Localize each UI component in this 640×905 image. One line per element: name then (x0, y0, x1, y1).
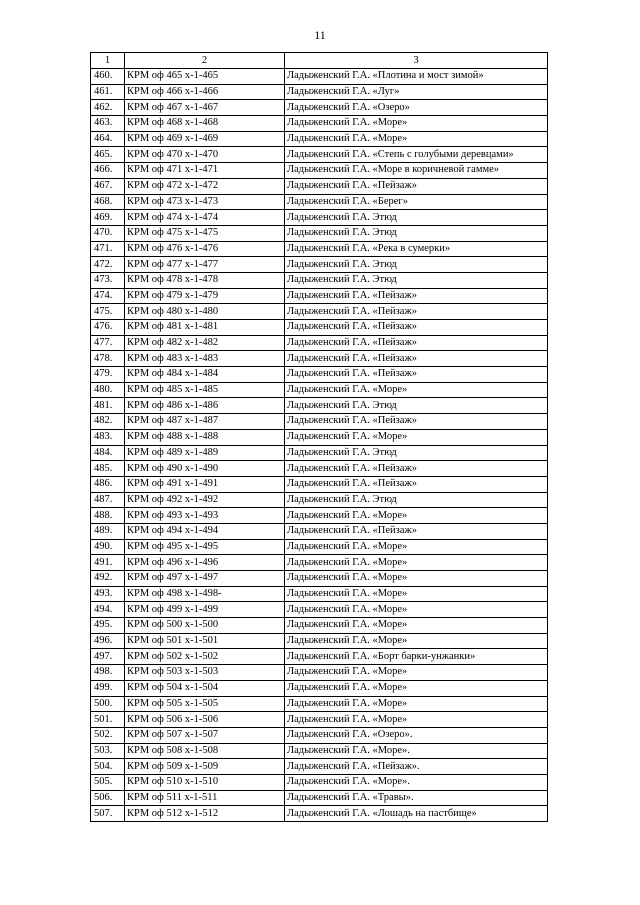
table-row (91, 712, 548, 728)
cell-number: 502. (91, 727, 125, 743)
cell-code: КРМ оф 484 х-1-484 (125, 367, 285, 383)
cell-number: 463. (91, 116, 125, 132)
table-row (91, 100, 548, 116)
cell-number: 479. (91, 367, 125, 383)
cell-code: КРМ оф 476 х-1-476 (125, 241, 285, 257)
cell-number: 482. (91, 414, 125, 430)
cell-description: Ладыженский Г.А. «Борт барки-унжанки» (285, 649, 548, 665)
cell-code: КРМ оф 485 х-1-485 (125, 382, 285, 398)
cell-description: Ладыженский Г.А. «Море» (285, 680, 548, 696)
cell-code: КРМ оф 501 х-1-501 (125, 633, 285, 649)
cell-code: КРМ оф 472 х-1-472 (125, 178, 285, 194)
cell-number: 476. (91, 320, 125, 336)
table-row (91, 633, 548, 649)
table-row (91, 131, 548, 147)
cell-number: 461. (91, 84, 125, 100)
cell-number: 471. (91, 241, 125, 257)
cell-description: Ладыженский Г.А. «Море» (285, 382, 548, 398)
cell-description: Ладыженский Г.А. Этюд (285, 398, 548, 414)
cell-code: КРМ оф 488 х-1-488 (125, 429, 285, 445)
cell-code: КРМ оф 493 х-1-493 (125, 508, 285, 524)
table-row (91, 241, 548, 257)
cell-code: КРМ оф 480 х-1-480 (125, 304, 285, 320)
cell-number: 480. (91, 382, 125, 398)
cell-number: 501. (91, 712, 125, 728)
table-row (91, 571, 548, 587)
cell-code: КРМ оф 499 х-1-499 (125, 602, 285, 618)
cell-description: Ладыженский Г.А. «Озеро» (285, 100, 548, 116)
cell-description: Ладыженский Г.А. «Море» (285, 712, 548, 728)
cell-code: КРМ оф 489 х-1-489 (125, 445, 285, 461)
cell-description: Ладыженский Г.А. Этюд (285, 210, 548, 226)
cell-description: Ладыженский Г.А. Этюд (285, 257, 548, 273)
table-row (91, 508, 548, 524)
cell-code: КРМ оф 482 х-1-482 (125, 335, 285, 351)
table-row (91, 163, 548, 179)
cell-code: КРМ оф 508 х-1-508 (125, 743, 285, 759)
cell-code: КРМ оф 497 х-1-497 (125, 571, 285, 587)
cell-description: Ладыженский Г.А. «Травы». (285, 790, 548, 806)
cell-description: Ладыженский Г.А. «Море». (285, 774, 548, 790)
cell-code: КРМ оф 478 х-1-478 (125, 272, 285, 288)
cell-number: 462. (91, 100, 125, 116)
table-row (91, 727, 548, 743)
table-row (91, 116, 548, 132)
cell-code: КРМ оф 479 х-1-479 (125, 288, 285, 304)
cell-description: Ладыженский Г.А. «Пейзаж» (285, 414, 548, 430)
table-row (91, 476, 548, 492)
cell-description: Ладыженский Г.А. «Река в сумерки» (285, 241, 548, 257)
table-row (91, 680, 548, 696)
cell-description: Ладыженский Г.А. «Пейзаж» (285, 320, 548, 336)
column-header-code: 2 (125, 53, 285, 69)
cell-code: КРМ оф 491 х-1-491 (125, 476, 285, 492)
cell-description: Ладыженский Г.А. «Пейзаж» (285, 351, 548, 367)
cell-description: Ладыженский Г.А. «Море» (285, 539, 548, 555)
cell-number: 490. (91, 539, 125, 555)
cell-number: 477. (91, 335, 125, 351)
cell-code: КРМ оф 509 х-1-509 (125, 759, 285, 775)
cell-description: Ладыженский Г.А. «Пейзаж». (285, 759, 548, 775)
table-row (91, 523, 548, 539)
cell-number: 488. (91, 508, 125, 524)
cell-code: КРМ оф 510 х-1-510 (125, 774, 285, 790)
table-row (91, 304, 548, 320)
table-row (91, 696, 548, 712)
cell-description: Ладыженский Г.А. «Берег» (285, 194, 548, 210)
table-row (91, 618, 548, 634)
cell-code: КРМ оф 475 х-1-475 (125, 225, 285, 241)
cell-description: Ладыженский Г.А. «Лошадь на пастбище» (285, 806, 548, 822)
cell-description: Ладыженский Г.А. «Море» (285, 586, 548, 602)
cell-description: Ладыженский Г.А. «Пейзаж» (285, 523, 548, 539)
cell-description: Ладыженский Г.А. «Пейзаж» (285, 304, 548, 320)
cell-number: 503. (91, 743, 125, 759)
table-row (91, 382, 548, 398)
cell-number: 469. (91, 210, 125, 226)
cell-code: КРМ оф 470 х-1-470 (125, 147, 285, 163)
table-row (91, 351, 548, 367)
table-row (91, 790, 548, 806)
inventory-table (90, 52, 548, 822)
cell-description: Ладыженский Г.А. «Море» (285, 508, 548, 524)
cell-code: КРМ оф 483 х-1-483 (125, 351, 285, 367)
cell-number: 497. (91, 649, 125, 665)
cell-number: 486. (91, 476, 125, 492)
cell-number: 475. (91, 304, 125, 320)
table-row (91, 320, 548, 336)
cell-code: КРМ оф 474 х-1-474 (125, 210, 285, 226)
cell-number: 466. (91, 163, 125, 179)
cell-number: 485. (91, 461, 125, 477)
table-row (91, 806, 548, 822)
cell-number: 507. (91, 806, 125, 822)
table-row (91, 84, 548, 100)
cell-number: 496. (91, 633, 125, 649)
table-row (91, 147, 548, 163)
cell-description: Ладыженский Г.А. «Море» (285, 602, 548, 618)
table-row (91, 445, 548, 461)
cell-description: Ладыженский Г.А. «Море» (285, 571, 548, 587)
cell-code: КРМ оф 506 х-1-506 (125, 712, 285, 728)
table-row (91, 602, 548, 618)
cell-number: 483. (91, 429, 125, 445)
page-number: 11 (314, 28, 326, 42)
table-row (91, 461, 548, 477)
cell-code: КРМ оф 495 х-1-495 (125, 539, 285, 555)
table-row (91, 288, 548, 304)
table-row (91, 555, 548, 571)
cell-code: КРМ оф 468 х-1-468 (125, 116, 285, 132)
cell-number: 465. (91, 147, 125, 163)
cell-code: КРМ оф 496 х-1-496 (125, 555, 285, 571)
cell-number: 489. (91, 523, 125, 539)
table-body (91, 69, 548, 822)
cell-description: Ладыженский Г.А. «Море» (285, 116, 548, 132)
cell-description: Ладыженский Г.А. «Море» (285, 696, 548, 712)
table-row (91, 665, 548, 681)
table-header-row (91, 53, 548, 69)
table-row (91, 257, 548, 273)
table-row (91, 492, 548, 508)
cell-code: КРМ оф 500 х-1-500 (125, 618, 285, 634)
table-row (91, 225, 548, 241)
cell-description: Ладыженский Г.А. «Море» (285, 665, 548, 681)
cell-code: КРМ оф 471 х-1-471 (125, 163, 285, 179)
table-row (91, 194, 548, 210)
cell-description: Ладыженский Г.А. «Море». (285, 743, 548, 759)
cell-number: 464. (91, 131, 125, 147)
cell-number: 484. (91, 445, 125, 461)
cell-description: Ладыженский Г.А. «Пейзаж» (285, 178, 548, 194)
table-row (91, 335, 548, 351)
table-row (91, 774, 548, 790)
cell-code: КРМ оф 469 х-1-469 (125, 131, 285, 147)
cell-description: Ладыженский Г.А. «Степь с голубыми деревцами» (285, 147, 548, 163)
cell-number: 493. (91, 586, 125, 602)
cell-description: Ладыженский Г.А. «Море» (285, 618, 548, 634)
cell-code: КРМ оф 466 х-1-466 (125, 84, 285, 100)
cell-code: КРМ оф 486 х-1-486 (125, 398, 285, 414)
cell-code: КРМ оф 465 х-1-465 (125, 69, 285, 85)
table-row (91, 367, 548, 383)
cell-number: 498. (91, 665, 125, 681)
cell-number: 473. (91, 272, 125, 288)
cell-description: Ладыженский Г.А. «Море» (285, 633, 548, 649)
cell-number: 504. (91, 759, 125, 775)
cell-number: 491. (91, 555, 125, 571)
cell-description: Ладыженский Г.А. Этюд (285, 225, 548, 241)
cell-number: 494. (91, 602, 125, 618)
table-row (91, 414, 548, 430)
cell-description: Ладыженский Г.А. «Море» (285, 429, 548, 445)
cell-number: 500. (91, 696, 125, 712)
cell-code: КРМ оф 502 х-1-502 (125, 649, 285, 665)
cell-description: Ладыженский Г.А. «Пейзаж» (285, 461, 548, 477)
cell-code: КРМ оф 467 х-1-467 (125, 100, 285, 116)
table-row (91, 743, 548, 759)
cell-description: Ладыженский Г.А. «Пейзаж» (285, 476, 548, 492)
cell-code: КРМ оф 504 х-1-504 (125, 680, 285, 696)
cell-code: КРМ оф 481 х-1-481 (125, 320, 285, 336)
cell-description: Ладыженский Г.А. «Луг» (285, 84, 548, 100)
cell-number: 487. (91, 492, 125, 508)
cell-code: КРМ оф 477 х-1-477 (125, 257, 285, 273)
table-row (91, 429, 548, 445)
cell-code: КРМ оф 507 х-1-507 (125, 727, 285, 743)
cell-number: 499. (91, 680, 125, 696)
cell-number: 505. (91, 774, 125, 790)
table-row (91, 210, 548, 226)
cell-code: КРМ оф 505 х-1-505 (125, 696, 285, 712)
cell-description: Ладыженский Г.А. «Море» (285, 131, 548, 147)
cell-code: КРМ оф 492 х-1-492 (125, 492, 285, 508)
table-row (91, 272, 548, 288)
table-row (91, 398, 548, 414)
cell-number: 472. (91, 257, 125, 273)
cell-code: КРМ оф 487 х-1-487 (125, 414, 285, 430)
column-header-number: 1 (91, 53, 125, 69)
column-header-description: 3 (285, 53, 548, 69)
cell-code: КРМ оф 512 х-1-512 (125, 806, 285, 822)
cell-number: 467. (91, 178, 125, 194)
table-row (91, 69, 548, 85)
cell-description: Ладыженский Г.А. Этюд (285, 445, 548, 461)
cell-number: 478. (91, 351, 125, 367)
cell-description: Ладыженский Г.А. «Пейзаж» (285, 335, 548, 351)
cell-number: 474. (91, 288, 125, 304)
cell-number: 506. (91, 790, 125, 806)
cell-code: КРМ оф 511 х-1-511 (125, 790, 285, 806)
cell-code: КРМ оф 503 х-1-503 (125, 665, 285, 681)
cell-description: Ладыженский Г.А. «Море» (285, 555, 548, 571)
cell-number: 460. (91, 69, 125, 85)
cell-number: 468. (91, 194, 125, 210)
cell-description: Ладыженский Г.А. «Пейзаж» (285, 367, 548, 383)
cell-number: 481. (91, 398, 125, 414)
table-row (91, 539, 548, 555)
cell-description: Ладыженский Г.А. «Озеро». (285, 727, 548, 743)
cell-number: 470. (91, 225, 125, 241)
cell-code: КРМ оф 494 х-1-494 (125, 523, 285, 539)
table-row (91, 649, 548, 665)
cell-description: Ладыженский Г.А. Этюд (285, 272, 548, 288)
table-row (91, 759, 548, 775)
cell-description: Ладыженский Г.А. «Плотина и мост зимой» (285, 69, 548, 85)
cell-description: Ладыженский Г.А. «Море в коричневой гамме» (285, 163, 548, 179)
cell-description: Ладыженский Г.А. «Пейзаж» (285, 288, 548, 304)
cell-description: Ладыженский Г.А. Этюд (285, 492, 548, 508)
cell-code: КРМ оф 473 х-1-473 (125, 194, 285, 210)
cell-number: 492. (91, 571, 125, 587)
table-row (91, 178, 548, 194)
cell-code: КРМ оф 498 х-1-498- (125, 586, 285, 602)
cell-code: КРМ оф 490 х-1-490 (125, 461, 285, 477)
table-row (91, 586, 548, 602)
cell-number: 495. (91, 618, 125, 634)
